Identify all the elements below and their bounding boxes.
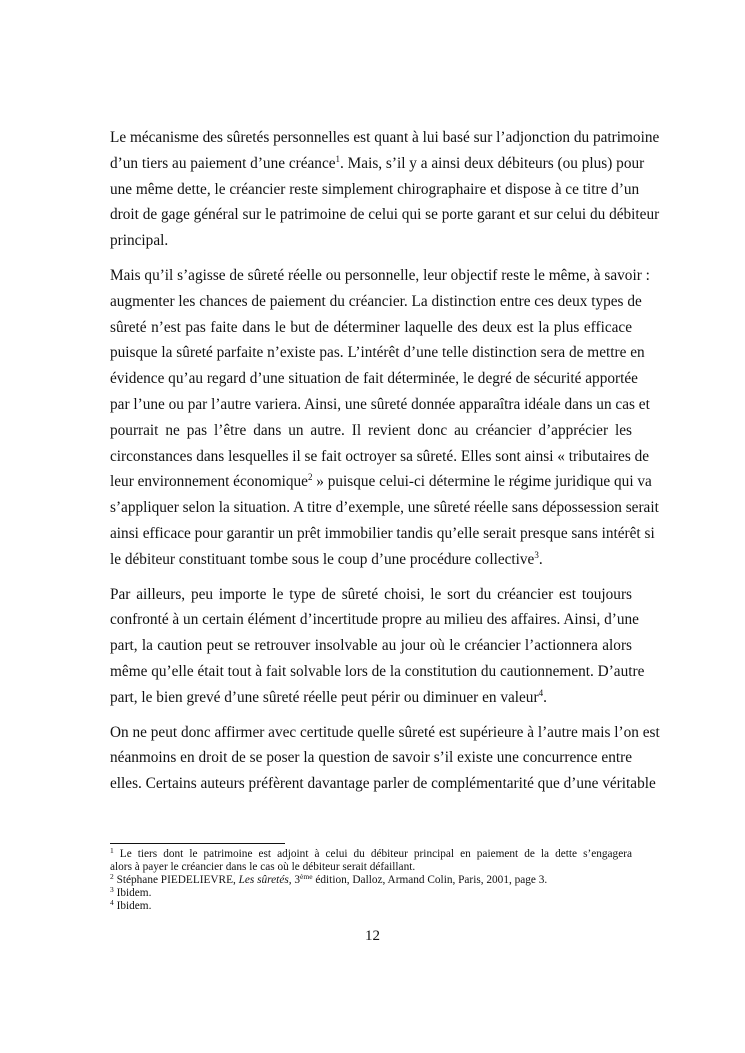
footnote-number: 1: [110, 846, 114, 855]
footnote-reference: 2: [307, 472, 313, 483]
text-line: [110, 418, 632, 444]
text-line: [110, 263, 650, 289]
text-segment: .: [543, 688, 547, 706]
text-line: [110, 125, 660, 151]
paragraph: [110, 720, 660, 797]
footnote-1-continued: [110, 861, 632, 874]
text-segment: On ne peut donc affirmer avec certitude quelle sûreté est supérieure à l’autre mais l’on est: [110, 723, 660, 741]
footnote-number: 2: [110, 872, 114, 881]
text-line: [110, 177, 640, 203]
text-line: [110, 366, 638, 392]
text-line: [110, 771, 656, 797]
paragraph: [110, 263, 659, 573]
text-segment: par l’une ou par l’autre variera. Ainsi, une sûreté donnée apparaîtra idéale dans un cas et: [110, 395, 650, 413]
footnote-edition: 3: [294, 874, 301, 886]
text-line: [110, 582, 632, 608]
text-segment: Mais qu’il s’agisse de sûreté réelle ou personnelle, leur objectif reste le même, à savoir :: [110, 266, 650, 284]
footnote-text: alors à payer le créancier dans le cas où le débiteur serait défaillant.: [110, 861, 416, 873]
text-segment: le débiteur constituant tombe sous le coup d’une procédure collective: [110, 550, 535, 568]
footnote-reference: 4: [538, 687, 544, 698]
text-segment: d’un tiers au paiement d’une créance: [110, 154, 336, 172]
footnote-2: [110, 874, 632, 887]
text-segment: pourrait ne pas l’être dans un autre. Il revient donc au créancier d’apprécier les: [110, 421, 632, 439]
text-segment: .: [538, 550, 543, 568]
text-segment: sûreté n’est pas faite dans le but de déterminer laquelle des deux est la plus efficace: [110, 318, 632, 336]
text-segment: s’appliquer selon la situation. A titre d’exemple, une sûreté réelle sans dépossession serait: [110, 499, 659, 517]
text-line: [110, 685, 632, 711]
text-segment: ainsi efficace pour garantir un prêt immobilier tandis qu’elle serait presque sans intérêt si: [110, 524, 655, 542]
footnote-number: 4: [110, 898, 114, 907]
text-segment: » puisque celui-ci détermine le régime juridique qui va: [312, 473, 652, 491]
footnote-4: [110, 900, 632, 913]
text-line: [110, 521, 655, 547]
footnotes: [110, 848, 632, 913]
text-segment: évidence qu’au regard d’une situation de fait déterminée, le degré de sécurité apportée: [110, 370, 638, 388]
footnote-separator: [110, 843, 285, 844]
page-number: 12: [365, 928, 380, 944]
text-segment: part, le bien grevé d’une sûreté réelle peut périr ou diminuer en valeur: [110, 688, 539, 706]
text-line: [110, 469, 652, 495]
footnote-reference: 1: [335, 153, 341, 164]
text-segment: néanmoins en droit de se poser la question de savoir s’il existe une concurrence entre: [110, 749, 632, 767]
text-line: [110, 607, 639, 633]
footnote-number: 3: [110, 885, 114, 894]
text-line: [110, 720, 660, 746]
text-segment: Le mécanisme des sûretés personnelles est quant à lui basé sur l’adjonction du patrimoine: [110, 129, 660, 146]
footnote-text: édition, Dalloz, Armand Colin, Paris, 2001, page 3.: [315, 874, 548, 886]
footnote-author: Stéphane PIEDELIEVRE,: [116, 874, 236, 886]
text-segment: Par ailleurs, peu importe le type de sûreté choisi, le sort du créancier est toujours: [110, 585, 632, 603]
text-line: [110, 495, 659, 521]
body-text: [110, 125, 660, 806]
text-segment: droit de gage général sur le patrimoine de celui qui se porte garant et sur celui du débiteur: [110, 206, 660, 224]
footnote-1: [110, 848, 632, 861]
text-line: [110, 315, 632, 341]
text-line: [110, 340, 645, 366]
text-segment: une même dette, le créancier reste simplement chirographaire et dispose à ce titre d’un: [110, 180, 640, 198]
footnote-edition-sup: ème: [300, 872, 313, 881]
text-segment: leur environnement économique: [110, 473, 308, 491]
text-line: [110, 151, 645, 177]
paragraph: [110, 582, 645, 711]
text-line: [110, 202, 660, 228]
paragraph: [110, 125, 660, 254]
text-line: [110, 659, 645, 685]
text-line: [110, 228, 632, 254]
footnote-title: Les sûretés,: [238, 874, 292, 886]
text-segment: . Mais, s’il y a ainsi deux débiteurs (ou plus) pour: [340, 154, 645, 172]
text-segment: augmenter les chances de paiement du créancier. La distinction entre ces deux types de: [110, 292, 642, 310]
footnote-reference: 3: [534, 549, 539, 560]
footnote-3: [110, 887, 632, 900]
text-segment: même qu’elle était tout à fait solvable lors de la constitution du cautionnement. D’autre: [110, 662, 645, 680]
footnote-text: Ibidem.: [116, 887, 152, 899]
text-segment: elles. Certains auteurs préfèrent davantage parler de complémentarité que d’une véritable: [110, 775, 656, 793]
text-line: [110, 745, 632, 771]
text-segment: confronté à un certain élément d’incertitude propre au milieu des affaires. Ainsi, d’une: [110, 611, 639, 629]
text-line: [110, 289, 642, 315]
text-segment: part, la caution peut se retrouver insolvable au jour où le créancier l’actionnera alors: [110, 637, 632, 655]
footnote-text: Ibidem.: [116, 900, 152, 912]
text-line: [110, 444, 650, 470]
footnote-text: Le tiers dont le patrimoine est adjoint à celui du débiteur principal en paiement de la dette s’engagera: [119, 848, 633, 860]
text-segment: puisque la sûreté parfaite n’existe pas. L’intérêt d’une telle distinction sera de mettre en: [110, 344, 645, 362]
text-line: [110, 547, 632, 573]
text-segment: circonstances dans lesquelles il se fait octroyer sa sûreté. Elles sont ainsi « tributaires de: [110, 447, 650, 465]
text-line: [110, 633, 632, 659]
text-segment: principal.: [110, 232, 169, 250]
text-line: [110, 392, 650, 418]
